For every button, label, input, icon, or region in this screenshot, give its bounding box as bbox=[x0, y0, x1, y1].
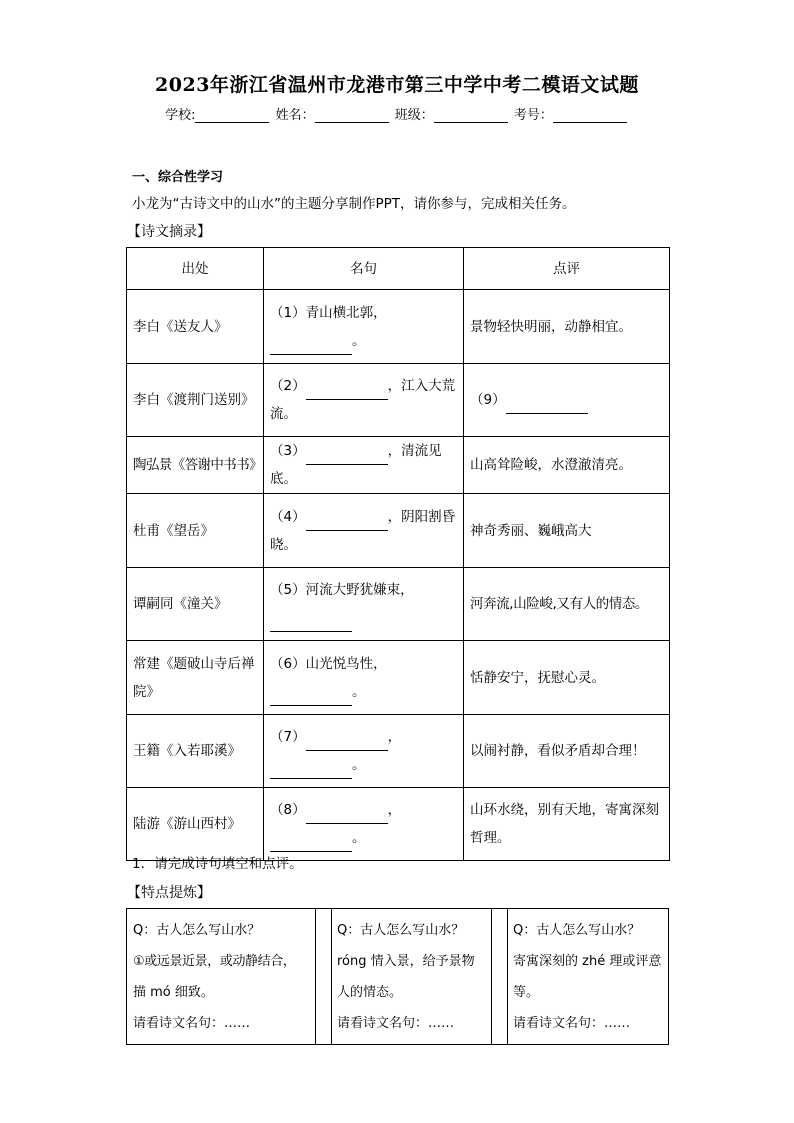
card-line: ①或远景近景，或动静结合， bbox=[133, 954, 296, 969]
row-line bbox=[264, 715, 464, 788]
section-intro: 小龙为“古诗文中的山水”的主题分享制作PPT，请你参与，完成相关任务。 bbox=[132, 196, 576, 212]
answer-blank[interactable] bbox=[270, 338, 352, 355]
line-punct: 。 bbox=[352, 332, 366, 349]
line-text: （3） bbox=[270, 443, 306, 459]
table-row bbox=[127, 437, 670, 494]
line-text: ，江入大荒 bbox=[387, 378, 456, 394]
line-text: （5）河流大野犹嫌束， bbox=[270, 582, 414, 598]
name-label: 姓名： bbox=[275, 108, 315, 123]
row-line bbox=[264, 641, 464, 715]
comment-text: 山环水绕，别有天地，寄寓深刻 bbox=[470, 802, 659, 818]
line-punct: 。 bbox=[352, 757, 366, 773]
class-label: 班级： bbox=[394, 108, 434, 123]
line-punct: ， bbox=[387, 802, 402, 818]
row-comment: 以闹衬静，看似矛盾却合理！ bbox=[464, 715, 670, 788]
card-question: Q：古人怎么写山水？ bbox=[337, 923, 465, 938]
feature-card bbox=[507, 909, 668, 1044]
header-comment: 点评 bbox=[464, 248, 670, 290]
card-line: róng 情入景，给予景物 bbox=[337, 954, 475, 969]
table-label: 【诗文摘录】 bbox=[127, 224, 211, 240]
line-text: （7） bbox=[270, 729, 306, 745]
row-source: 陆游《游山西村》 bbox=[127, 788, 264, 861]
card-prompt: 请看诗文名句：…… bbox=[513, 1016, 631, 1031]
answer-blank[interactable] bbox=[270, 762, 352, 779]
table-row bbox=[127, 494, 670, 568]
card-question: Q：古人怎么写山水？ bbox=[133, 923, 261, 938]
answer-blank[interactable] bbox=[270, 835, 352, 852]
answer-blank[interactable] bbox=[270, 689, 352, 706]
student-info-line bbox=[0, 104, 794, 123]
line-text: ，清流见底。 bbox=[270, 443, 442, 487]
card-prompt: 请看诗文名句：…… bbox=[133, 1016, 251, 1031]
row-source: 李白《渡荆门送别》 bbox=[127, 364, 264, 437]
row-comment: 山高耸险峻，水澄澈清亮。 bbox=[464, 437, 670, 494]
row-source: 谭嗣同《潼关》 bbox=[127, 568, 264, 641]
question-1: 1．请完成诗句填空和点评。 bbox=[132, 856, 303, 872]
row-comment: 河奔流,山险峻,又有人的情态。 bbox=[464, 568, 670, 641]
answer-blank[interactable] bbox=[306, 514, 388, 531]
name-blank[interactable] bbox=[315, 109, 389, 123]
row-line bbox=[264, 788, 464, 861]
row-comment bbox=[464, 788, 670, 861]
comment-number: （9） bbox=[470, 392, 506, 408]
table-row bbox=[127, 568, 670, 641]
row-source: 杜甫《望岳》 bbox=[127, 494, 264, 568]
card-line: 等。 bbox=[513, 985, 540, 1000]
feature-card bbox=[331, 909, 491, 1044]
row-line bbox=[264, 290, 464, 364]
line-text: （4） bbox=[270, 508, 306, 525]
line-punct: 。 bbox=[352, 683, 366, 700]
answer-blank[interactable] bbox=[306, 383, 388, 400]
line-text: （2） bbox=[270, 378, 306, 394]
school-label: 学校: bbox=[165, 108, 196, 123]
line-text: （8） bbox=[270, 802, 306, 818]
answer-blank[interactable] bbox=[306, 448, 388, 465]
feature-label: 【特点提炼】 bbox=[127, 885, 211, 901]
row-comment bbox=[464, 364, 670, 437]
school-blank[interactable] bbox=[195, 109, 269, 123]
answer-blank[interactable] bbox=[270, 615, 352, 632]
answer-blank[interactable] bbox=[306, 734, 388, 751]
row-source: 王籍《入若耶溪》 bbox=[127, 715, 264, 788]
card-line: 描 mó 细致。 bbox=[133, 985, 214, 1000]
table-row bbox=[127, 788, 670, 861]
row-line bbox=[264, 437, 464, 494]
card-line: 寄寓深刻的 zhé 理或评意 bbox=[513, 954, 662, 969]
line-punct: ， bbox=[387, 729, 402, 745]
header-line: 名句 bbox=[264, 248, 464, 290]
row-line bbox=[264, 568, 464, 641]
comment-text: 哲理。 bbox=[470, 830, 511, 846]
row-source: 陶弘景《答谢中书书》 bbox=[127, 437, 264, 494]
exam-no-blank[interactable] bbox=[553, 109, 627, 123]
row-comment: 景物轻快明丽，动静相宜。 bbox=[464, 290, 670, 364]
table-row bbox=[127, 641, 670, 715]
row-comment: 神奇秀丽、巍峨高大 bbox=[464, 494, 670, 568]
section-heading: 一、综合性学习 bbox=[132, 170, 224, 185]
table-row bbox=[127, 290, 670, 364]
page-title: 2023年浙江省温州市龙港市第三中学中考二模语文试题 bbox=[155, 74, 639, 96]
feature-cards bbox=[126, 908, 669, 1045]
class-blank[interactable] bbox=[434, 109, 508, 123]
exam-no-label: 考号： bbox=[513, 108, 553, 123]
header-source: 出处 bbox=[127, 248, 264, 290]
feature-card bbox=[127, 909, 315, 1044]
line-text: ，阴阳割昏 bbox=[387, 508, 456, 525]
table-row bbox=[127, 715, 670, 788]
card-prompt: 请看诗文名句：…… bbox=[337, 1016, 455, 1031]
table-header-row bbox=[127, 248, 670, 290]
card-line: 人的情态。 bbox=[337, 985, 403, 1000]
row-line bbox=[264, 494, 464, 568]
row-line bbox=[264, 364, 464, 437]
row-source: 李白《送友人》 bbox=[127, 290, 264, 364]
line-punct: 。 bbox=[352, 830, 366, 846]
card-question: Q：古人怎么写山水？ bbox=[513, 923, 641, 938]
row-comment: 恬静安宁，抚慰心灵。 bbox=[464, 641, 670, 715]
line-text: （6）山光悦鸟性， bbox=[270, 655, 387, 672]
card-divider bbox=[315, 909, 316, 1044]
line-text: 晓。 bbox=[270, 536, 297, 553]
poem-table bbox=[126, 247, 670, 861]
answer-blank[interactable] bbox=[506, 397, 588, 414]
source-text: 常建《题破山寺后禅 bbox=[133, 655, 255, 672]
row-source bbox=[127, 641, 264, 715]
line-text: （1）青山横北郭， bbox=[270, 304, 387, 321]
line-text: 流。 bbox=[270, 406, 297, 422]
source-text: 院》 bbox=[133, 683, 160, 700]
card-divider bbox=[491, 909, 492, 1044]
answer-blank[interactable] bbox=[306, 807, 388, 824]
table-row bbox=[127, 364, 670, 437]
